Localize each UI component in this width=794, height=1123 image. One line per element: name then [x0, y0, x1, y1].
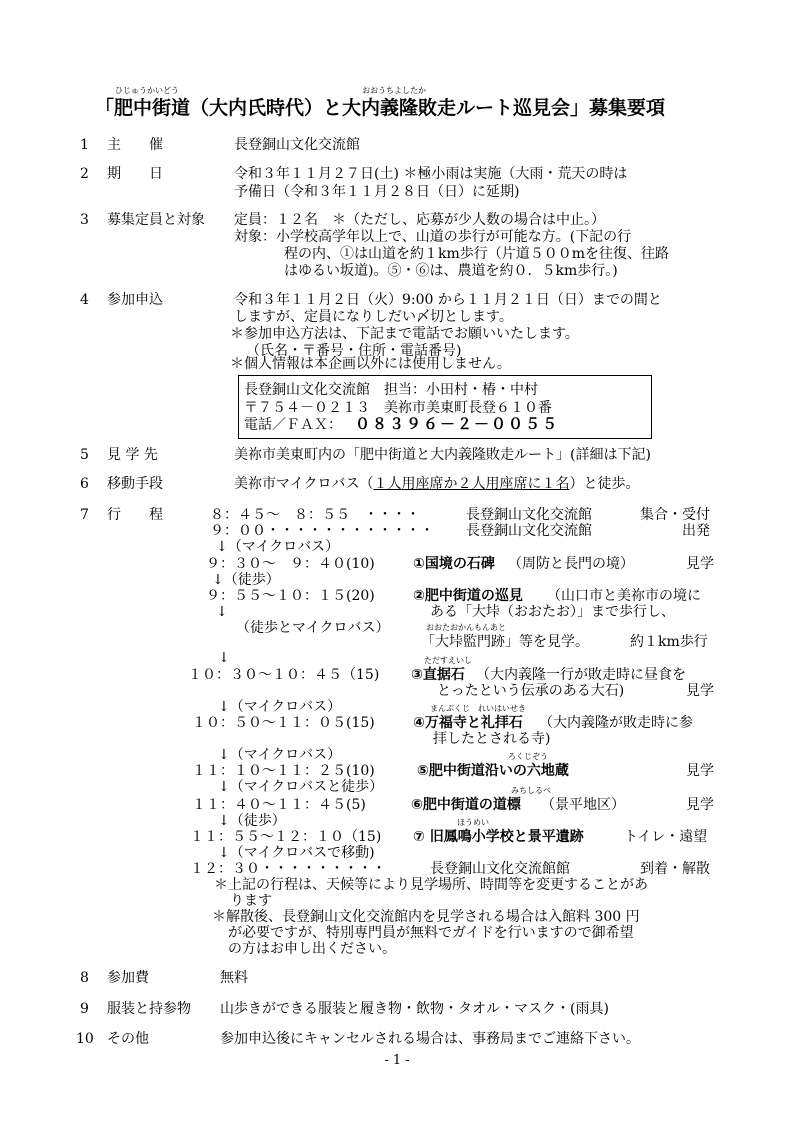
sched-4-note: （山口市と美祢市の境に	[547, 588, 701, 604]
item-5-num: 5	[80, 447, 89, 463]
sched-3-act: 見学	[686, 556, 714, 572]
item-8-value: 無料	[220, 970, 248, 986]
sched-6-line-2: 拝したとされる寺)	[433, 731, 551, 747]
sched-5-line-2: とったという伝承のある大石)	[437, 683, 625, 699]
sched-4-ruby: おおたおかんもんあと	[426, 623, 506, 632]
sched-7-ruby: ろくじぞう	[508, 752, 548, 761]
item-3-line-4: はゆるい坂道)。⑤・⑥は、農道を約０．５km歩行。)	[284, 263, 618, 279]
sched-10-place: 長登銅山文化交流館館	[430, 861, 570, 877]
sched-4-distance: 約１km歩行	[630, 634, 708, 650]
sched-move-6: ↓（徒歩）	[218, 813, 286, 829]
sched-8-name: ⑥肥中街道の道標	[411, 797, 521, 813]
sched-3-note: （周防と長門の境）	[508, 556, 634, 572]
sched-9-ruby: ほうめい	[457, 818, 489, 827]
item-2-line-2: 予備日（令和３年１１月２８日（日）に延期)	[234, 184, 520, 200]
sched-8-time: １１：４０～１１：４５(5)	[192, 797, 366, 813]
sched-2-act: 出発	[682, 523, 710, 539]
item-10-value: 参加申込後にキャンセルされる場合は、事務局までご連絡下さい。	[220, 1031, 640, 1047]
item-6-num: 6	[80, 476, 89, 492]
item-8-num: 8	[80, 970, 89, 986]
item-8-label: 参加費	[107, 970, 149, 986]
sched-4-arrow-2: ↓	[218, 650, 230, 666]
item-2-num: 2	[80, 166, 89, 182]
sched-4-name: ②肥中街道の巡見	[413, 588, 523, 604]
sched-1-act: 集合・受付	[640, 507, 710, 523]
sched-2-time: ９：００・・・・・・・・・・・・	[210, 523, 434, 539]
sched-move-5: ↓（マイクロバスと徒歩）	[218, 779, 384, 795]
sched-5-name: ③直据石	[411, 667, 465, 683]
sched-note-1-line-1: ＊上記の行程は、天候等により見学場所、時間等を変更することがあ	[214, 877, 648, 893]
item-5-label: 見 学 先	[107, 447, 158, 463]
sched-move-2: ↓（徒歩）	[212, 572, 280, 588]
item-3-num: 3	[80, 212, 89, 228]
item-5-value: 美祢市美東町内の「肥中街道と大内義隆敗走ルート」(詳細は下記)	[234, 447, 651, 463]
sched-4-arrow: ↓	[216, 604, 228, 620]
item-2-label: 期 日	[107, 166, 163, 182]
sched-4-line-2: ある「大垰（おおたお）」まで歩行し、	[430, 604, 675, 620]
sched-2-place: 長登銅山文化交流館	[466, 523, 592, 539]
item-7-label: 行 程	[107, 507, 163, 523]
sched-6-ruby: まんぷくじ れいはいせき	[430, 704, 526, 713]
item-4-line-2: しますが、定員になりしだい〆切とします。	[234, 309, 513, 325]
sched-note-1-line-2: ります	[230, 893, 272, 909]
title-ruby-hijukaido: ひじゅうかいどう	[115, 86, 179, 95]
sched-5-time: １０：３０～１０：４５（15)	[188, 667, 380, 683]
sched-5-act: 見学	[686, 683, 714, 699]
item-1-label: 主 催	[107, 137, 163, 153]
item-10-num: 10	[76, 1031, 94, 1047]
page-title: 「肥中街道（大内氏時代）と大内義隆敗走ルート巡見会」募集要項	[95, 97, 666, 119]
item-4-line-5: ＊個人情報は本企画以外には使用しません。	[230, 356, 511, 372]
sched-move-4: ↓（マイクロバス）	[218, 747, 342, 763]
item-1-num: 1	[80, 137, 89, 153]
sched-3-name: ①国境の石碑	[413, 556, 495, 572]
sched-9-act: トイレ・遠望	[624, 829, 708, 845]
item-6-value	[234, 475, 639, 493]
sched-9-time: １１：５５～１２：１０（15)	[190, 829, 382, 845]
sched-move-1: ↓（マイクロバス）	[216, 539, 340, 555]
item-3-line-1: 定員：１２名 ＊（ただし、応募が少人数の場合は中止。）	[234, 212, 605, 228]
sched-8-ruby: みちしるべ	[511, 786, 551, 795]
item-6-value-pre: 美祢市マイクロバス（	[234, 476, 374, 492]
sched-10-time: １２：３０・・・・・・・・・	[190, 861, 386, 877]
sched-note-2-line-1: ＊解散後、長登銅山文化交流館内を見学される場合は入館料 300 円	[212, 909, 640, 925]
title-ruby-ouchiyoshitaka: おおうちよしたか	[362, 86, 426, 95]
sched-7-time: １１：１０～１１：２５(10)	[192, 763, 375, 779]
sched-5-ruby: ただすえいし	[424, 656, 472, 665]
sched-6-time: １０：５０～１１：０５(15)	[192, 715, 375, 731]
sched-8-act: 見学	[686, 797, 714, 813]
item-3-label: 募集定員と対象	[107, 212, 205, 228]
item-6-value-underlined: １人用座席か２人用座席に１名	[373, 476, 570, 492]
item-4-line-4: （氏名・〒番号・住所・電話番号)	[246, 343, 462, 359]
item-1-value: 長登銅山文化交流館	[234, 137, 360, 153]
item-7-num: 7	[80, 507, 89, 523]
sched-4-time: ９：５５～１０：１５(20)	[206, 588, 375, 604]
item-6-label: 移動手段	[107, 476, 163, 492]
sched-5-note: （大内義隆一行が敗走時に昼食を	[476, 667, 686, 683]
item-9-value: 山歩きができる服装と履き物・飲物・タオル・マスク・(雨具)	[220, 1001, 609, 1017]
item-4-label: 参加申込	[107, 292, 163, 308]
item-3-line-2: 対象：小学校高学年以上で、山道の歩行が可能な方。(下記の行	[234, 229, 632, 245]
sched-note-2-line-2: が必要ですが、特別専門員が無料でガイドを行いますので御希望	[228, 925, 634, 941]
contact-line-2: 〒７５４－０２１３ 美祢市美東町長登６１０番	[244, 400, 552, 416]
sched-9-name: ⑦ 旧鳳鳴小学校と景平遺跡	[413, 829, 584, 845]
sched-7-name: ⑤肥中街道沿いの六地蔵	[417, 763, 569, 779]
contact-line-1: 長登銅山文化交流館 担当：小田村・椿・中村	[244, 382, 538, 398]
sched-4-walk: （徒歩とマイクロバス）	[236, 620, 390, 636]
sched-6-name: ④万福寺と礼拝石	[413, 715, 523, 731]
item-3-line-3: 程の内、①は山道を約１km歩行（片道５００mを往復、往路	[284, 246, 670, 262]
contact-phone-number: ０８３９６－２－００５５	[355, 415, 560, 433]
sched-10-act: 到着・解散	[640, 861, 710, 877]
sched-8-note: （景平地区）	[541, 797, 625, 813]
item-4-num: 4	[80, 292, 89, 308]
sched-note-2-line-3: の方はお申し出ください。	[228, 941, 396, 957]
item-9-label: 服装と持参物	[107, 1001, 191, 1017]
sched-4-line-3: 「大垰監門跡」等を見学。	[421, 634, 589, 650]
contact-phone-label: 電話／ＦＡＸ：	[244, 417, 342, 433]
page-number: - 1 -	[384, 1053, 410, 1068]
item-6-value-post: ）と徒歩。	[569, 476, 640, 492]
item-9-num: 9	[80, 1001, 89, 1017]
sched-3-time: ９：３０～ ９：４０(10)	[206, 556, 375, 572]
sched-7-act: 見学	[686, 763, 714, 779]
item-4-line-3: ＊参加申込方法は、下記まで電話でお願いいたします。	[230, 326, 579, 342]
sched-move-7: ↓（マイクロバスで移動)	[218, 845, 375, 861]
item-10-label: その他	[107, 1031, 149, 1047]
item-2-line-1: 令和３年１１月２７日(土) ＊極小雨は実施（大雨・荒天の時は	[234, 166, 628, 182]
sched-move-3: ↓（マイクロバス）	[218, 699, 342, 715]
sched-1-place: 長登銅山文化交流館	[466, 507, 592, 523]
item-4-line-1: 令和３年１１月２日（火）9:00 から１１月２１日（日）までの間と	[234, 292, 662, 308]
sched-6-note: （大内義隆が敗走時に参	[539, 715, 693, 731]
sched-1-time: ８：４５～ ８：５５ ・・・・	[210, 507, 420, 523]
